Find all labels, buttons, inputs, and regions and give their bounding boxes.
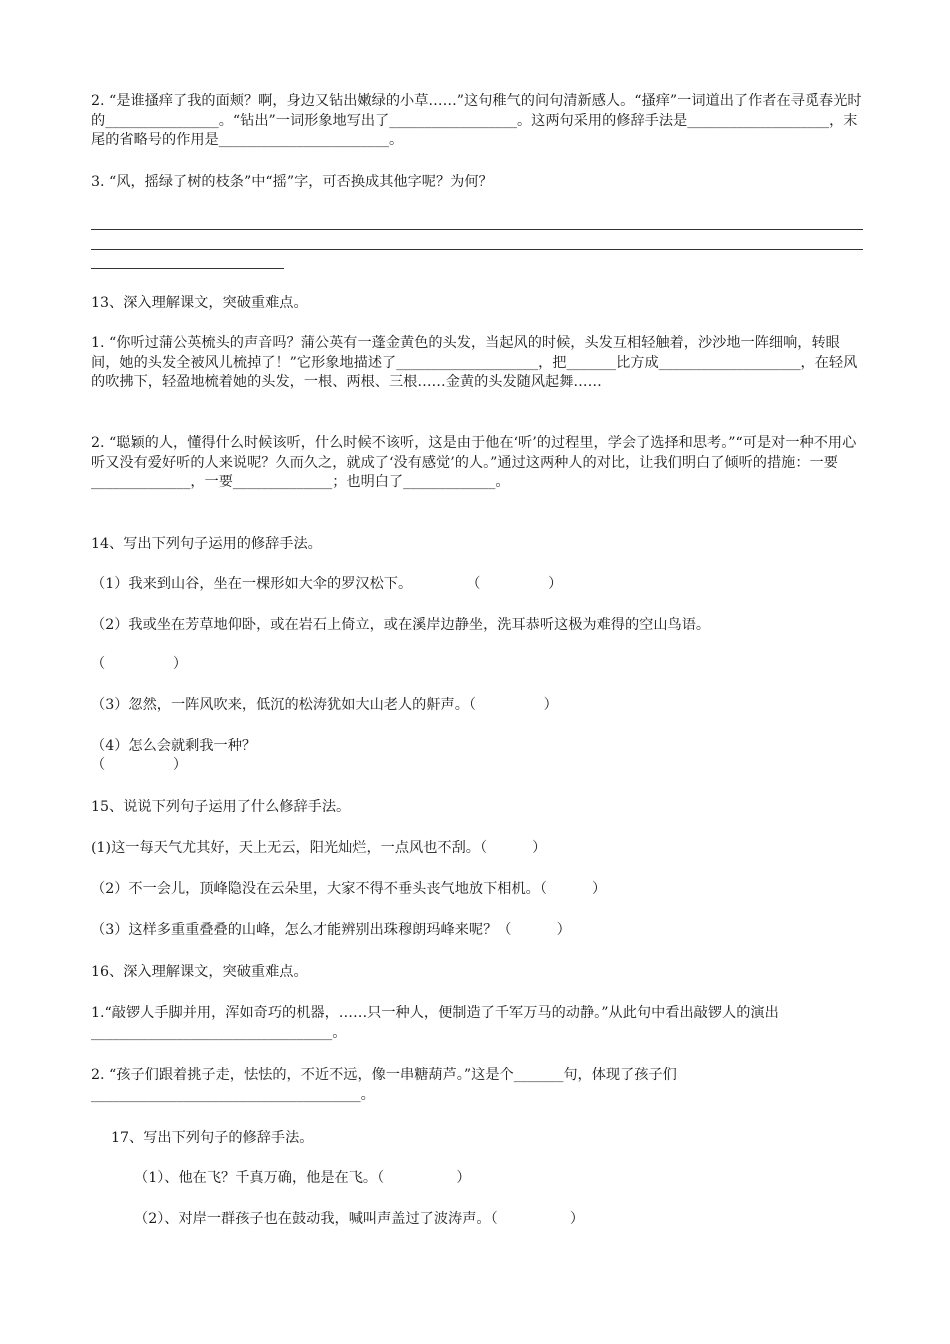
question-14-title: 14、写出下列句子运用的修辞手法。 bbox=[91, 536, 322, 552]
question-12-3: 3. “风，摇绿了树的枝条”中“摇”字，可否换成其他字呢？为何？ bbox=[91, 174, 493, 190]
question-15-2: （2）不一会儿，顶峰隐没在云朵里，大家不得不垂头丧气地放下相机。（ ） bbox=[91, 881, 607, 897]
question-17-2: （2）、对岸一群孩子也在鼓动我，喊叫声盖过了波涛声。（ ） bbox=[134, 1211, 585, 1227]
question-17-1: （1）、他在飞？千真万确，他是在飞。（ ） bbox=[134, 1170, 471, 1186]
question-13-title: 13、深入理解课文，突破重难点。 bbox=[91, 295, 308, 311]
question-15-title: 15、说说下列句子运用了什么修辞手法。 bbox=[91, 799, 351, 815]
answer-line bbox=[91, 249, 863, 250]
question-16-2: 2. “孩子们跟着挑子走，怯怯的，不近不远，像一串糖葫芦。”这是个_______句，体现了孩子们______________________________________。 bbox=[91, 1067, 677, 1103]
answer-line bbox=[91, 268, 284, 269]
question-12-2: 2. “是谁搔痒了我的面颊？啊，身边又钻出嫩绿的小草……”这句稚气的问句清新感人。“搔痒”一词道出了作者在寻觅春光时的________________。“钻出”一词形象地写出了__________________。这两句采用的修辞手法是____________________，末尾的省略号的作用是________________________。 bbox=[91, 93, 862, 148]
question-14-4: （4）怎么会就剩我一种？ bbox=[91, 738, 257, 754]
question-13-1: 1. “你听过蒲公英梳头的声音吗？蒲公英有一蓬金黄色的头发，当起风的时候，头发互相轻触着，沙沙地一阵细响，转眼间，她的头发全被风儿梳掉了！”它形象地描述了____________________，把_______比方成____________________，在轻风的吹拂下，轻盈地梳着她的头发，一根、两根、三根……金黄的头发随风起舞…… bbox=[91, 335, 858, 390]
question-14-2-answer: （ ） bbox=[91, 656, 188, 672]
answer-line bbox=[91, 229, 863, 230]
question-16-1: 1.“敲锣人手脚并用，浑如奇巧的机器，……只一种人，便制造了千军万马的动静。”从此句中看出敲锣人的演出__________________________________。 bbox=[91, 1005, 779, 1041]
question-15-1: (1)这一每天气尤其好，天上无云，阳光灿烂，一点风也不刮。（ ） bbox=[91, 840, 547, 856]
question-13-2: 2. “聪颖的人，懂得什么时候该听，什么时候不该听，这是由于他在‘听’的过程里，学会了选择和思考。”“可是对一种不用心听又没有爱好听的人来说呢？久而久之，就成了‘没有感觉’的人。”通过这两种人的对比，让我们明白了倾听的措施：一要______________，一要______________；也明白了_____________。 bbox=[91, 435, 857, 490]
question-15-3: （3）这样多重重叠叠的山峰，怎么才能辨别出珠穆朗玛峰来呢？（ ） bbox=[91, 922, 571, 938]
question-17-title: 17、写出下列句子的修辞手法。 bbox=[111, 1130, 314, 1146]
question-14-2: （2）我或坐在芳草地仰卧，或在岩石上倚立，或在溪岸边静坐，洗耳恭听这极为难得的空山鸟语。 bbox=[91, 617, 711, 633]
question-14-3: （3）忽然，一阵风吹来，低沉的松涛犹如大山老人的鼾声。（ ） bbox=[91, 697, 558, 713]
question-14-4-answer: （ ） bbox=[91, 757, 188, 773]
question-16-title: 16、深入理解课文，突破重难点。 bbox=[91, 964, 308, 980]
question-14-1: （1）我来到山谷，坐在一棵形如大伞的罗汉松下。 （ ） bbox=[91, 576, 563, 592]
